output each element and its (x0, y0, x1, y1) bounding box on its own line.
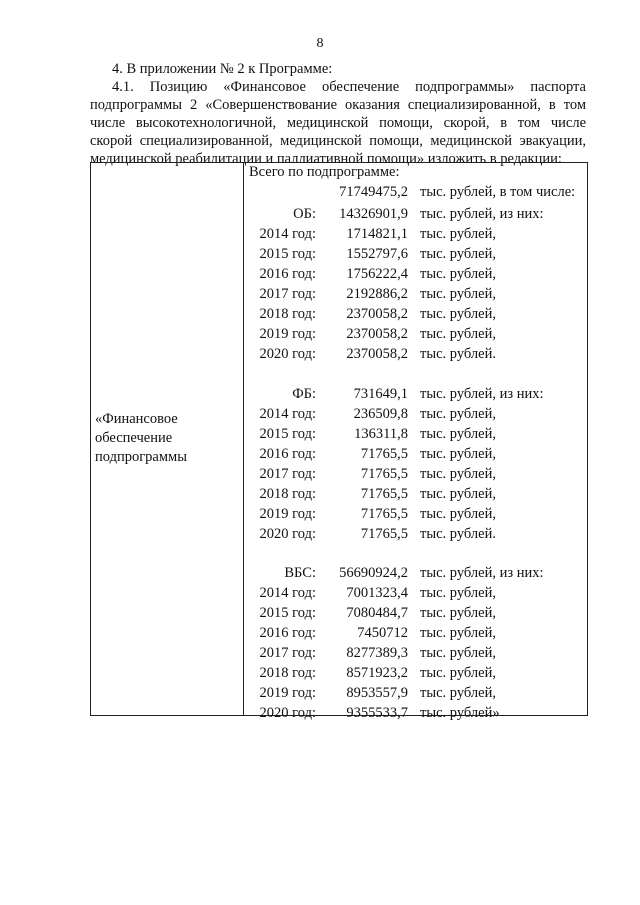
section-value: 14326901,9 (339, 206, 408, 222)
year-unit: тыс. рублей, (420, 685, 496, 701)
year-row (244, 425, 584, 444)
year-row (244, 704, 584, 723)
year-value: 71765,5 (360, 506, 408, 522)
total-row (244, 183, 584, 202)
year-row (244, 525, 584, 544)
year-label: 2016 год: (259, 446, 316, 462)
paragraph-line: числе высокотехнологичной, медицинской помощи, скорой, в том числе (90, 115, 586, 131)
year-label: 2016 год: (259, 625, 316, 641)
year-label: 2019 год: (259, 685, 316, 701)
year-value: 71765,5 (360, 486, 408, 502)
year-value: 7450712 (357, 625, 408, 641)
year-unit: тыс. рублей, (420, 426, 496, 442)
table-left-cell (91, 163, 244, 715)
year-value: 236509,8 (353, 406, 408, 422)
year-value: 7080484,7 (346, 605, 408, 621)
year-value: 71765,5 (360, 526, 408, 542)
financing-table (90, 162, 588, 721)
year-value: 8953557,9 (346, 685, 408, 701)
year-row (244, 584, 584, 603)
year-unit: тыс. рублей. (420, 526, 496, 542)
year-row (244, 305, 584, 324)
year-label: 2020 год: (259, 705, 316, 721)
year-value: 71765,5 (360, 466, 408, 482)
year-value: 7001323,4 (346, 585, 408, 601)
paragraph-last-line: медицинской реабилитации и паллиативной помощи» изложить в редакции: (90, 151, 562, 167)
year-value: 2370058,2 (346, 346, 408, 362)
year-value: 2192886,2 (346, 286, 408, 302)
year-unit: тыс. рублей, (420, 625, 496, 641)
year-value: 1552797,6 (346, 246, 408, 262)
year-unit: тыс. рублей, (420, 326, 496, 342)
year-row (244, 604, 584, 623)
year-label: 2020 год: (259, 346, 316, 362)
year-label: 2020 год: (259, 526, 316, 542)
year-unit: тыс. рублей. (420, 346, 496, 362)
year-label: 2018 год: (259, 665, 316, 681)
year-unit: тыс. рублей, (420, 306, 496, 322)
year-label: 2018 год: (259, 306, 316, 322)
paragraph-line: подпрограммы 2 «Совершенствование оказания специализированной, в том (90, 97, 586, 113)
year-label: 2018 год: (259, 486, 316, 502)
year-row (244, 345, 584, 364)
year-label: 2014 год: (259, 585, 316, 601)
year-value: 1756222,4 (346, 266, 408, 282)
year-label: 2014 год: (259, 406, 316, 422)
year-label: 2019 год: (259, 326, 316, 342)
year-unit: тыс. рублей, (420, 506, 496, 522)
year-unit: тыс. рублей, (420, 605, 496, 621)
year-row (244, 245, 584, 264)
section-label: ФБ: (292, 386, 316, 402)
section-row (244, 205, 584, 224)
year-unit: тыс. рублей, (420, 406, 496, 422)
year-unit: тыс. рублей, (420, 286, 496, 302)
total-unit: тыс. рублей, в том числе: (420, 184, 576, 200)
section-unit: тыс. рублей, из них: (420, 565, 544, 581)
year-unit: тыс. рублей, (420, 226, 496, 242)
year-value: 71765,5 (360, 446, 408, 462)
year-label: 2019 год: (259, 506, 316, 522)
year-value: 8277389,3 (346, 645, 408, 661)
year-row (244, 644, 584, 663)
year-row (244, 445, 584, 464)
table-right-cell (244, 163, 587, 721)
page-number: 8 (316, 36, 324, 51)
year-value: 1714821,1 (346, 226, 408, 242)
section-value: 731649,1 (353, 386, 408, 402)
year-row (244, 505, 584, 524)
year-unit: тыс. рублей, (420, 486, 496, 502)
financing-label (95, 410, 187, 467)
label-line: подпрограммы (95, 449, 187, 465)
year-label: 2017 год: (259, 645, 316, 661)
year-row (244, 285, 584, 304)
paragraph-line: скорой специализированной, медицинской помощи, медицинской эвакуации, (90, 133, 586, 149)
year-label: 2015 год: (259, 605, 316, 621)
paragraph-line: 4.1. Позицию «Финансовое обеспечение подпрограммы» паспорта (112, 79, 586, 95)
year-value: 8571923,2 (346, 665, 408, 681)
year-label: 2017 год: (259, 286, 316, 302)
year-row (244, 325, 584, 344)
year-unit: тыс. рублей, (420, 246, 496, 262)
section-row (244, 385, 584, 404)
section-label: ВБС: (284, 565, 316, 581)
section-label: ОБ: (293, 206, 316, 222)
year-unit: тыс. рублей, (420, 446, 496, 462)
year-row (244, 405, 584, 424)
year-value: 136311,8 (354, 426, 408, 442)
section-unit: тыс. рублей, из них: (420, 386, 544, 402)
total-header: Всего по подпрограмме: (249, 164, 400, 180)
section-row (244, 564, 584, 583)
year-row (244, 225, 584, 244)
year-label: 2015 год: (259, 246, 316, 262)
year-unit: тыс. рублей, (420, 466, 496, 482)
year-unit: тыс. рублей, (420, 585, 496, 601)
year-unit: тыс. рублей» (420, 705, 500, 721)
year-row (244, 664, 584, 683)
year-label: 2017 год: (259, 466, 316, 482)
section-value: 56690924,2 (339, 565, 408, 581)
year-unit: тыс. рублей, (420, 665, 496, 681)
year-value: 2370058,2 (346, 326, 408, 342)
year-unit: тыс. рублей, (420, 266, 496, 282)
year-label: 2014 год: (259, 226, 316, 242)
year-row (244, 485, 584, 504)
year-label: 2016 год: (259, 266, 316, 282)
label-line: обеспечение (95, 430, 173, 446)
year-label: 2015 год: (259, 426, 316, 442)
year-row (244, 624, 584, 643)
year-row (244, 465, 584, 484)
section-unit: тыс. рублей, из них: (420, 206, 544, 222)
year-row (244, 684, 584, 703)
year-value: 9355533,7 (346, 705, 408, 721)
label-line: «Финансовое (95, 411, 178, 427)
year-value: 2370058,2 (346, 306, 408, 322)
amendment-heading: 4. В приложении № 2 к Программе: (112, 61, 333, 77)
year-unit: тыс. рублей, (420, 645, 496, 661)
total-value: 71749475,2 (339, 184, 408, 200)
year-row (244, 265, 584, 284)
